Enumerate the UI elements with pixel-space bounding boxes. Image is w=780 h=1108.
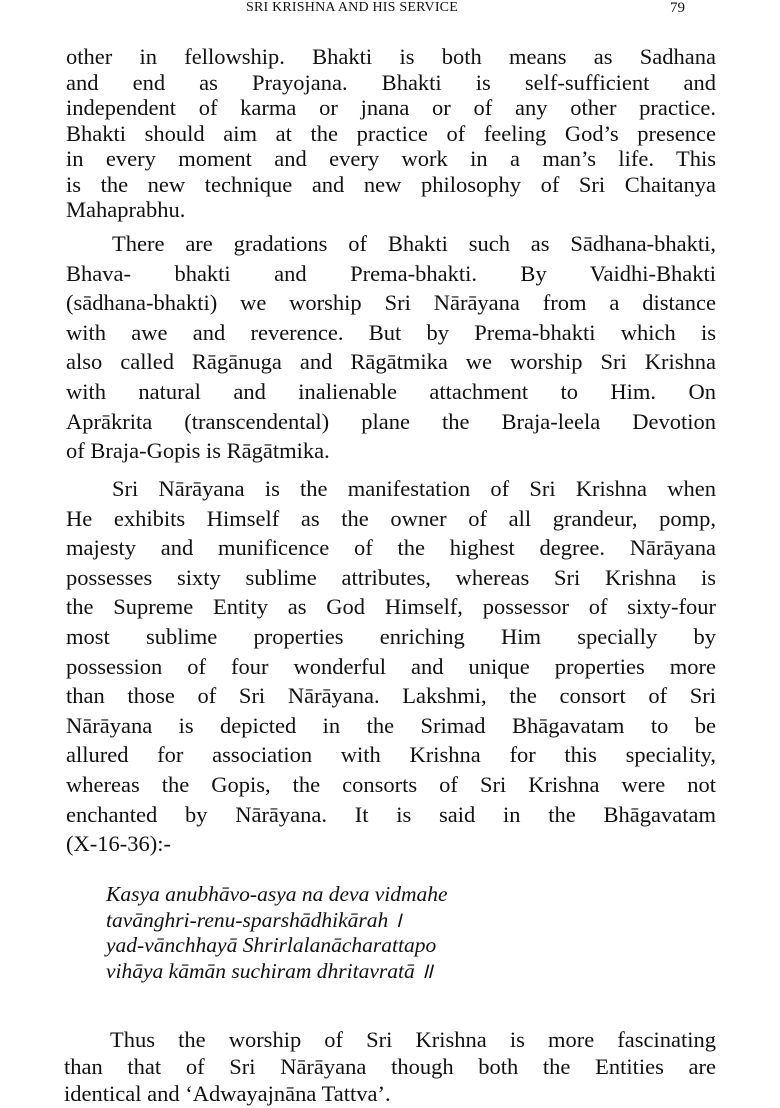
text-line: yad-vānchhayā Shrirlalanācharattapo <box>106 933 437 957</box>
paragraph-4 <box>64 1026 716 1107</box>
text-line: Bhava- bhakti and Prema-bhakti. By Vaidhi-Bhakti <box>66 260 716 286</box>
text-line: Aprākrita (transcendental) plane the Braja-leela Devotion <box>66 408 716 434</box>
text-line: Bhakti should aim at the practice of feeling God’s presence <box>66 120 716 146</box>
text-line: enchanted by Nārāyana. It is said in the Bhāgavatam <box>66 801 716 827</box>
text-line: allured for association with Krishna for this speciality, <box>66 742 716 768</box>
paragraph-2 <box>66 229 716 466</box>
text-line: Mahaprabhu. <box>66 197 186 222</box>
text-line: possesses sixty sublime attributes, whereas Sri Krishna is <box>66 564 716 590</box>
text-line: is the new technique and new philosophy of Sri Chaitanya <box>66 171 716 197</box>
text-line: of Braja-Gopis is Rāgātmika. <box>66 438 330 464</box>
text-line: with natural and inalienable attachment to Him. On <box>66 378 716 404</box>
text-line: most sublime properties enriching Him specially by <box>66 623 716 649</box>
text-line: the Supreme Entity as God Himself, possessor of sixty-four <box>66 594 716 620</box>
text-line: than those of Sri Nārāyana. Lakshmi, the consort of Sri <box>66 683 716 709</box>
paragraph-1 <box>66 44 716 223</box>
sanskrit-verse <box>106 882 448 984</box>
text-line: in every moment and every work in a man’s life. This <box>66 146 716 171</box>
text-line: and end as Prayojana. Bhakti is self-sufficient and <box>66 69 716 95</box>
text-line: Kasya anubhāvo-asya na deva vidmahe <box>106 882 448 906</box>
text-line: Nārāyana is depicted in the Srimad Bhāgavatam to be <box>66 712 716 738</box>
text-line: vihāya kāmān suchiram dhritavratā ॥ <box>106 958 433 983</box>
running-header-title: SRI KRISHNA AND HIS SERVICE <box>246 0 458 15</box>
text-line: also called Rāgānuga and Rāgātmika we worship Sri Krishna <box>66 349 716 375</box>
text-line: (X-16-36):- <box>66 831 171 857</box>
text-line: He exhibits Himself as the owner of all grandeur, pomp, <box>66 505 716 531</box>
text-line: tavānghri-renu-sparshādhikārah । <box>106 907 402 932</box>
text-line: with awe and reverence. But by Prema-bhakti which is <box>66 319 716 345</box>
text-line: independent of karma or jnana or of any other practice. <box>66 95 716 120</box>
text-line: possession of four wonderful and unique properties more <box>66 653 716 679</box>
text-line: other in fellowship. Bhakti is both means as Sadhana <box>66 44 716 69</box>
text-line: Sri Nārāyana is the manifestation of Sri Krishna when <box>112 476 716 501</box>
text-line: majesty and munificence of the highest degree. Nārāyana <box>66 535 716 561</box>
text-line: There are gradations of Bhakti such as Sādhana-bhakti, <box>112 231 716 256</box>
paragraph-3 <box>66 474 716 859</box>
page-number: 79 <box>670 0 685 16</box>
text-line: Thus the worship of Sri Krishna is more fascinating <box>110 1027 716 1052</box>
running-header <box>0 0 780 20</box>
text-line: whereas the Gopis, the consorts of Sri Krishna were not <box>66 771 716 797</box>
text-line: (sādhana-bhakti) we worship Sri Nārāyana from a distance <box>66 290 716 316</box>
text-line: identical and ‘Adwayajnāna Tattva’. <box>64 1081 391 1106</box>
text-line: than that of Sri Nārāyana though both the Entities are <box>64 1054 716 1079</box>
